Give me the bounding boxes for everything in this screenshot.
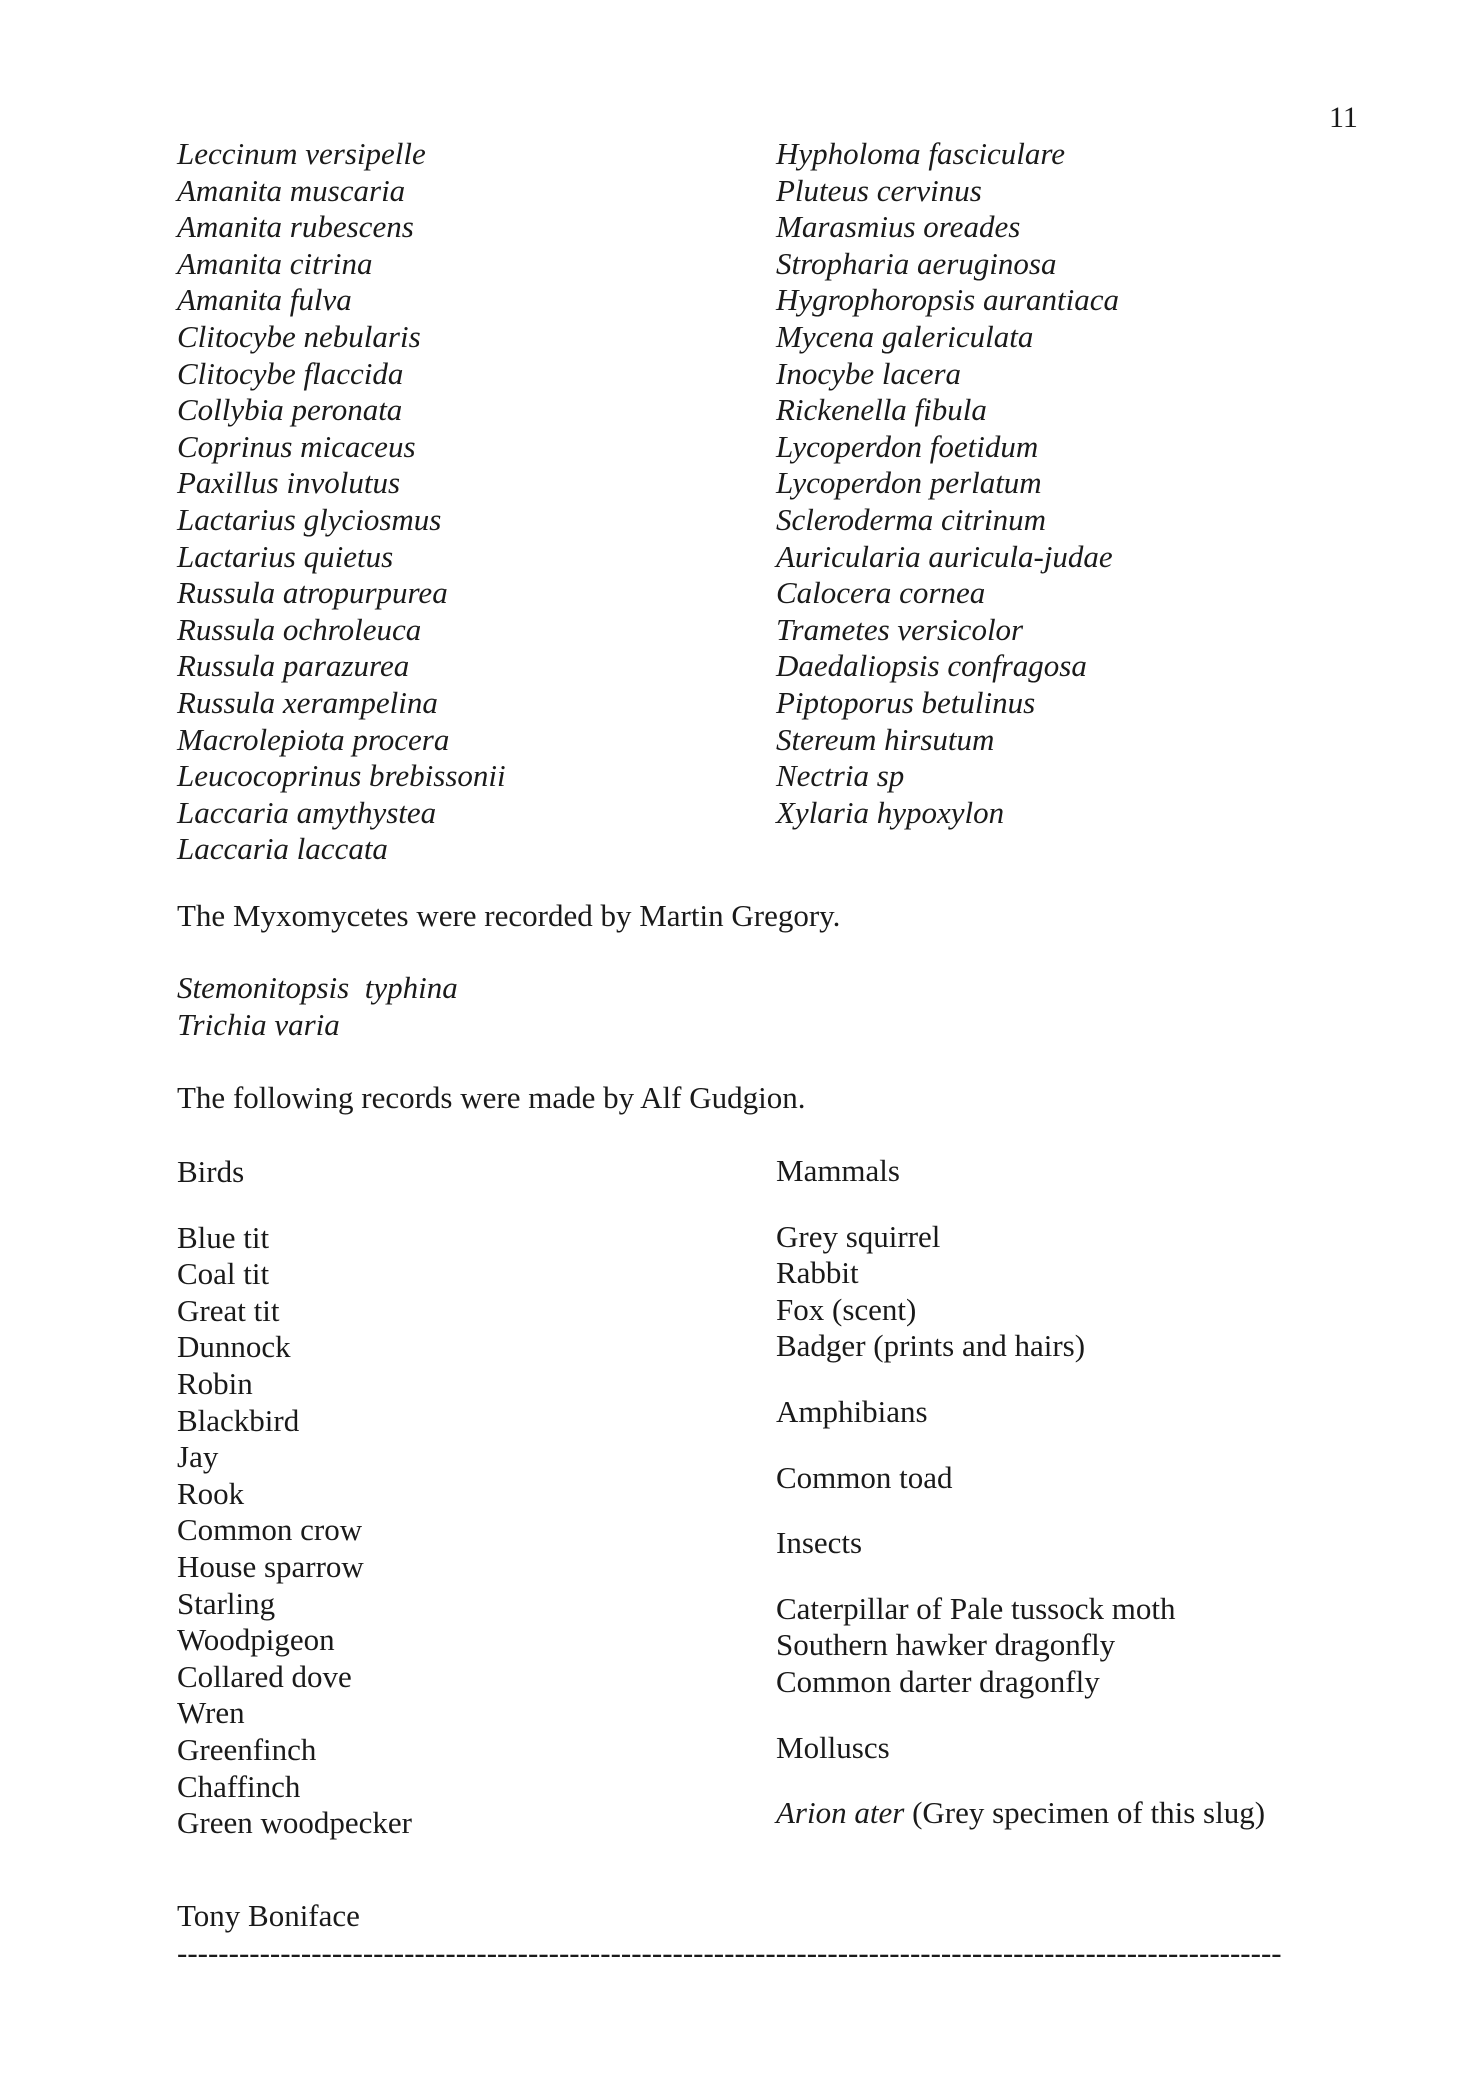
list-item: Green woodpecker <box>177 1805 412 1841</box>
list-item: Rook <box>177 1475 245 1511</box>
list-item: Hygrophoropsis aurantiaca <box>776 282 1120 318</box>
list-item: Wren <box>177 1695 245 1731</box>
other-fauna-section <box>776 1153 1265 1832</box>
list-item: Lycoperdon perlatum <box>776 465 1042 501</box>
separator-line: ----------------------------------------------------------------------------------------------------------- <box>177 1935 1282 1970</box>
birds-section <box>177 1154 412 1842</box>
list-item: Russula ochroleuca <box>177 611 422 647</box>
list-item: Leccinum versipelle <box>177 136 426 171</box>
molluscs-heading: Molluscs <box>776 1729 890 1765</box>
mammals-group <box>776 1153 1265 1365</box>
amphibians-group <box>776 1394 1265 1496</box>
list-item: Trametes versicolor <box>776 611 1024 647</box>
species-name: Arion ater <box>776 1795 905 1831</box>
list-item: Macrolepiota procera <box>177 721 450 757</box>
myxomycetes-intro: The Myxomycetes were recorded by Martin Gregory. <box>177 898 841 933</box>
list-item: Amanita rubescens <box>177 209 414 245</box>
list-item: Amanita fulva <box>177 282 352 318</box>
list-item: Southern hawker dragonfly <box>776 1627 1116 1663</box>
birds-heading: Birds <box>177 1154 245 1189</box>
insects-group <box>776 1525 1265 1700</box>
list-item: Calocera cornea <box>776 575 986 611</box>
list-item: Great tit <box>177 1292 280 1328</box>
list-item: Amanita citrina <box>177 245 373 281</box>
page-number: 11 <box>1329 101 1358 134</box>
list-item: Clitocybe nebularis <box>177 318 421 354</box>
list-item: Lactarius glyciosmus <box>177 501 442 537</box>
list-item: Woodpigeon <box>177 1622 335 1658</box>
list-item: Rickenella fibula <box>776 392 987 428</box>
mammals-heading: Mammals <box>776 1153 900 1188</box>
list-item: Starling <box>177 1585 276 1621</box>
list-item: Greenfinch <box>177 1731 317 1767</box>
list-item: Leucocoprinus brebissonii <box>177 758 506 794</box>
list-item: Common darter dragonfly <box>776 1663 1100 1699</box>
list-item: Stropharia aeruginosa <box>776 245 1057 281</box>
list-item: Auricularia auricula-judae <box>776 538 1113 574</box>
list-item: House sparrow <box>177 1548 364 1584</box>
list-item: Chaffinch <box>177 1768 301 1804</box>
list-item: Xylaria hypoxylon <box>776 794 1005 830</box>
list-item: Piptoporus betulinus <box>776 684 1036 720</box>
list-item: Marasmius oreades <box>776 209 1021 245</box>
fungi-list-left <box>177 136 506 868</box>
fungi-list-right <box>776 136 1119 831</box>
list-item: Russula xerampelina <box>177 684 438 720</box>
insects-heading: Insects <box>776 1525 863 1561</box>
list-item: Jay <box>177 1439 219 1475</box>
list-item: Nectria sp <box>776 758 905 794</box>
list-item: Stemonitopsis typhina <box>177 970 458 1005</box>
list-item: Common toad <box>776 1459 953 1495</box>
signature: Tony Boniface <box>177 1898 360 1933</box>
amphibians-heading: Amphibians <box>776 1393 928 1429</box>
list-item: Daedaliopsis confragosa <box>776 648 1087 684</box>
list-item: Laccaria amythystea <box>177 794 437 830</box>
list-item: Trichia varia <box>177 1006 340 1042</box>
list-item: Scleroderma citrinum <box>776 501 1047 537</box>
list-item: Robin <box>177 1365 253 1401</box>
list-item: Fox (scent) <box>776 1291 917 1327</box>
list-item: Grey squirrel <box>776 1218 941 1254</box>
list-item: Collared dove <box>177 1658 352 1694</box>
records-intro: The following records were made by Alf Gudgion. <box>177 1080 806 1115</box>
list-item: Pluteus cervinus <box>776 172 982 208</box>
list-item: Common crow <box>177 1512 363 1548</box>
list-item: Clitocybe flaccida <box>177 355 404 391</box>
list-item: Collybia peronata <box>177 392 403 428</box>
list-item: Dunnock <box>177 1329 291 1365</box>
list-item: Laccaria laccata <box>177 831 388 867</box>
list-item: Blue tit <box>177 1219 270 1255</box>
list-item: Russula parazurea <box>177 648 410 684</box>
list-item <box>776 1795 1265 1832</box>
myxomycetes-list <box>177 970 458 1043</box>
list-item: Rabbit <box>776 1255 859 1291</box>
list-item: Caterpillar of Pale tussock moth <box>776 1590 1176 1626</box>
species-note: (Grey specimen of this slug) <box>904 1795 1266 1831</box>
list-item: Mycena galericulata <box>776 318 1034 354</box>
list-item: Hypholoma fasciculare <box>776 136 1065 171</box>
list-item: Paxillus involutus <box>177 465 401 501</box>
list-item: Amanita muscaria <box>177 172 406 208</box>
list-item: Blackbird <box>177 1402 300 1438</box>
list-item: Lycoperdon foetidum <box>776 428 1039 464</box>
list-item: Russula atropurpurea <box>177 575 448 611</box>
list-item: Coal tit <box>177 1256 270 1292</box>
list-item: Stereum hirsutum <box>776 721 995 757</box>
list-item: Badger (prints and hairs) <box>776 1328 1086 1364</box>
list-item: Coprinus micaceus <box>177 428 416 464</box>
list-item: Inocybe lacera <box>776 355 962 391</box>
molluscs-group <box>776 1730 1265 1832</box>
list-item: Lactarius quietus <box>177 538 394 574</box>
